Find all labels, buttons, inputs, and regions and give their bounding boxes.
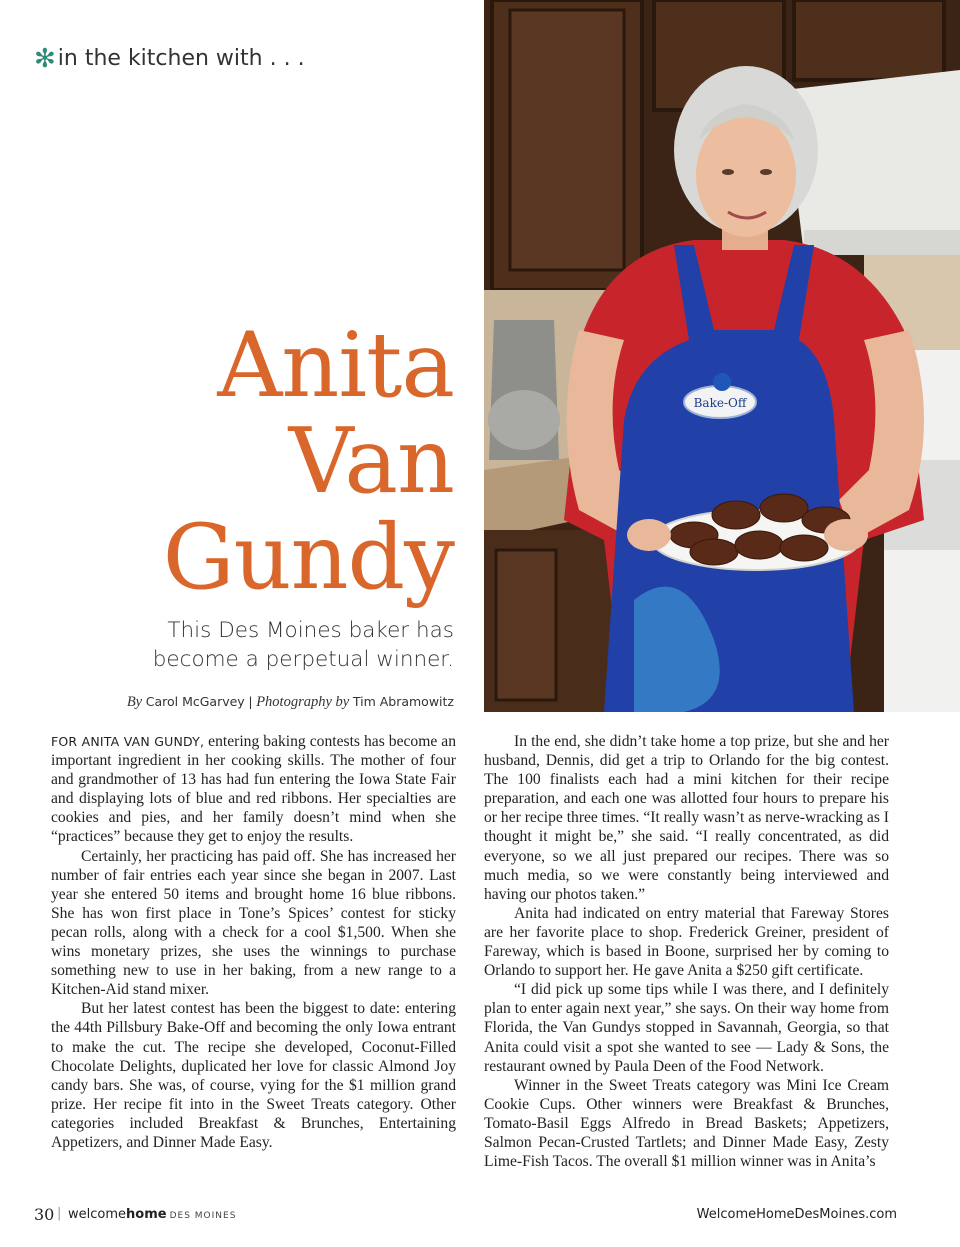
paragraph: Anita had indicated on entry material that Fareway Stores are her favorite place to shop. Frederick Greiner, president of Fareway, which is based in Boone, surprised her by coming to Orlando to support her. He gave Anita a $250 gift certificate. [484, 904, 889, 980]
paragraph: “I did pick up some tips while I was there, and I definitely plan to enter again next year,” she says. On their way home from Florida, the Van Gundys stopped in Savannah, Georgia, so that Anita could visit a spot she wanted to see — Lady & Sons, the restaurant owned by Paula Deen of the Food Network. [484, 981, 889, 1075]
lead-in: FOR ANITA VAN GUNDY, [51, 734, 205, 749]
title-line-1: Anita [217, 313, 454, 418]
magazine-name-prefix: welcome [68, 1207, 127, 1222]
portrait-illustration [484, 0, 960, 712]
magazine-name [68, 1207, 236, 1222]
footer-divider: | [57, 1206, 62, 1221]
paragraph [51, 732, 456, 847]
kicker-text: in the kitchen with . . . [57, 46, 305, 71]
byline-by: By [126, 694, 143, 710]
article-column-1 [51, 732, 456, 1152]
article-column-2 [484, 732, 889, 1171]
paragraph: Winner in the Sweet Treats category was Mini Ice Cream Cookie Cups. Other winners were Breakfast & Brunches, Tomato-Basil Eggs Alfredo in Bread Baskets; Appetizers, Salmon Pecan-Crusted Tartlets; and Dinner Made Easy, Zesty Lime-Fish Tacos. The overall $1 million winner was in Anita’s [484, 1076, 889, 1171]
title-line-2: Van [288, 409, 454, 514]
magazine-name-bold: home [126, 1207, 167, 1222]
byline-author: Carol McGarvey [145, 694, 245, 709]
paragraph-text: entering baking contests has become an important ingredient in her cooking skills. The mother of four and grandmother of 13 has had fun entering the Iowa State Fair and displaying lots of blue and red ribbons. Her specialties are cookies and pies, and her family doesn’t mind when she “practices” because they get to enjoy the results. [51, 733, 457, 846]
byline-divider: | [248, 694, 253, 709]
article-subtitle [14, 616, 454, 674]
page-number: 30 [34, 1205, 55, 1224]
portrait-photo [484, 0, 960, 712]
paragraph: In the end, she didn’t take home a top prize, but she and her husband, Dennis, did get a trip to Orlando for the big contest. The 100 finalists each had a mini kitchen for their recipe preparation, and each one was allotted four hours to prepare his or her recipe three times. “It really wasn’t as nerve-wracking as I thought it might be,” she said. “I really concentrated, as did everyone, so we all just prepared our recipes. There was so much media, so we were constantly being interviewed and having our photos taken.” [484, 733, 889, 903]
title-line-3: Gundy [162, 505, 454, 610]
asterisk-icon: ✻ [34, 44, 56, 74]
byline-photographer: Tim Abramowitz [352, 694, 454, 709]
byline [127, 694, 454, 711]
website-url: WelcomeHomeDesMoines.com [696, 1207, 897, 1222]
paragraph: Certainly, her practicing has paid off. She has increased her number of fair entries each year since she began in 2007. Last year she entered 50 items and brought home 16 blue ribbons. She has won first place in Tone’s Spices’ contest for sticky pecan rolls, along with a check for a cool $1,500. When she wins monetary prizes, she uses the winnings to purchase something new to use in her baking, from a new range to a Kitchen-Aid stand mixer. [51, 847, 456, 999]
apron-text: Bake-Off [693, 396, 747, 410]
magazine-city: DES MOINES [169, 1211, 237, 1221]
page-footer [34, 1205, 897, 1225]
paragraph: But her latest contest has been the biggest to date: entering the 44th Pillsbury Bake-Off and becoming the only Iowa entrant to make the cut. The recipe she developed, Coconut-Filled Chocolate Delights, duplicated her love for classic Almond Joy candy bars. She was, of course, vying for the $1 million grand prize. Her recipe fit into in the Sweet Treats category. Other categories included Breakfast & Brunches, Entertaining Appetizers, and Dinner Made Easy. [51, 1000, 456, 1151]
subtitle-line-1: This Des Moines baker has [167, 618, 454, 643]
section-kicker [34, 44, 305, 74]
byline-photo-label: Photography by [256, 694, 350, 710]
subtitle-line-2: become a perpetual winner. [152, 647, 454, 672]
article-title [14, 313, 454, 610]
